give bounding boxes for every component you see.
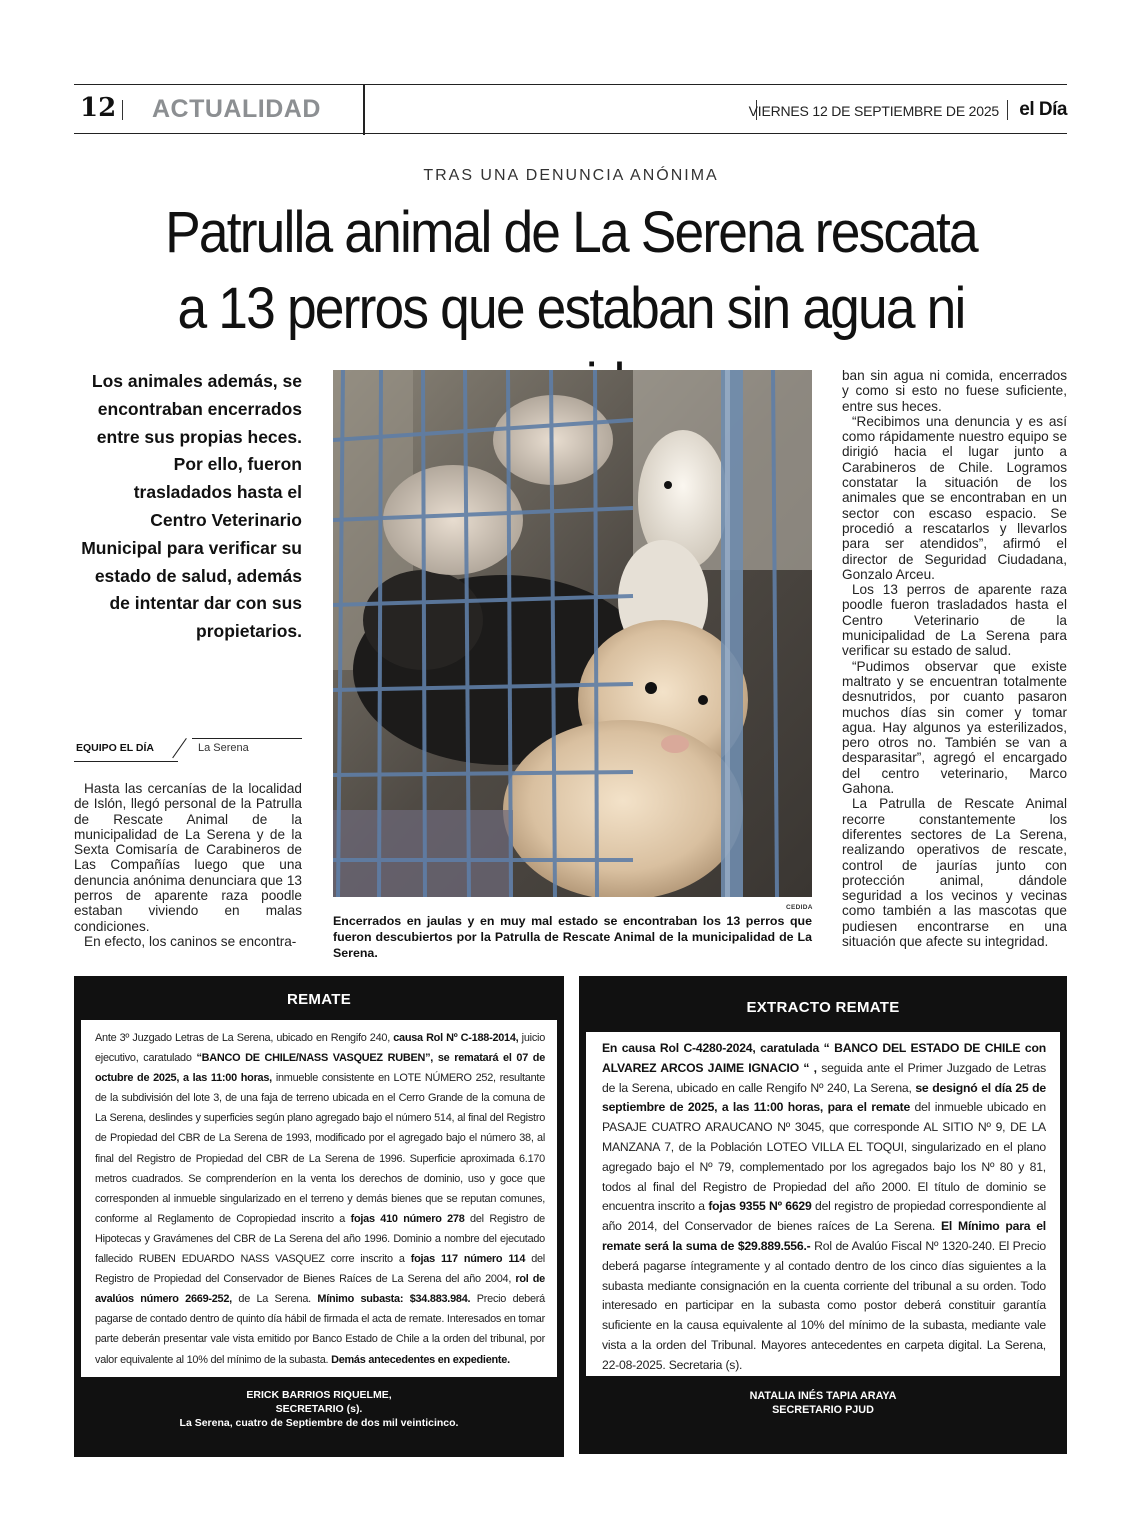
extracto-signature (582, 1377, 1064, 1417)
signature-line: SECRETARIO (s). (275, 1403, 363, 1415)
page-header (74, 84, 1067, 134)
remate-text: de La Serena. (231, 1293, 318, 1306)
extracto-remate-notice (579, 976, 1067, 1454)
article-body-left (74, 781, 302, 949)
remate-text: juicio ejecutivo, caratulado (95, 1032, 545, 1065)
photo-credit: CEDIDA (786, 904, 813, 911)
byline (74, 738, 302, 762)
remate-text-bold: fojas 117 número 114 (410, 1253, 526, 1266)
header-vertical-rule (363, 85, 365, 135)
body-paragraph: Los 13 perros de aparente raza poodle fueron trasladados hasta el Centro Veterinario de la municipalidad de La Serena para verificar su estado de salud. (842, 582, 1067, 659)
byline-rule (172, 738, 187, 758)
extracto-text-bold: El Mínimo para el remate será la suma de $29.889.556.- (602, 1219, 1046, 1253)
remate-text: inmueble consistente en LOTE NÚMERO 252, resultante de la subdivisión del lote 3, de una faja de terreno ubicada en el Cerro Grande de la comuna de La Serena, deslindes y superficies según plano agregado bajo el número 514, al final del Registro de Propiedad del CBR de La Serena de 1993, modificado por el agregado bajo el número 38, al final del Registro de Propiedad del CBR de La Serena de 1996. Superficie aproximada 6.170 metros cuadrados. Se comprenderíon en la venta los derechos de dominio, uso y goce que corresponden al inmueble singularizado en el terreno y demás bienes que se reputan comunes, conforme al Reglamento de Copropiedad inscrito a (95, 1072, 546, 1225)
body-paragraph: ban sin agua ni comida, encerrados y como si esto no fuese suficiente, entre sus heces. (842, 368, 1067, 414)
extracto-text: del inmueble ubicado en PASAJE CUATRO ARAUCANO Nº 3045, que corresponde AL SITIO Nº 9, DE LA MANZANA 7, de la Población LOTEO VILLA EL TOQUI, singularizado en el plano agregado bajo el Nº 79, complementado por los agregados bajo los Nº 80 y 81, todos al final del Registro de Propiedad del año 2000. El título de dominio se encuentra inscrito a (602, 1100, 1047, 1214)
issue-date: VIERNES 12 DE SEPTIEMBRE DE 2025 (748, 103, 999, 119)
headline-line-1: Patrulla animal de La Serena rescata (165, 200, 977, 265)
byline-author: EQUIPO EL DÍA (76, 742, 154, 754)
remate-body (80, 1019, 558, 1378)
remate-text-bold: Mínimo subasta: $34.883.984. (317, 1293, 471, 1306)
remate-signature (77, 1378, 561, 1430)
extracto-text: del registro de propiedad correspondiente al año 2014, del Conservador de bienes raíces de La Serena. (602, 1199, 1046, 1234)
extracto-title: EXTRACTO REMATE (746, 999, 900, 1016)
newspaper-logo: el Día (1019, 99, 1067, 120)
remate-text-bold: causa Rol Nº C-188-2014, (393, 1032, 519, 1044)
body-paragraph: En efecto, los caninos se encontra- (84, 933, 297, 949)
signature-line: La Serena, cuatro de Septiembre de dos mil veinticinco. (179, 1417, 459, 1429)
headline-line-2: a 13 perros que estaban sin agua ni (177, 276, 965, 341)
extracto-text: seguida ante el Primer Juzgado de Letras de la Serena, ubicado en calle Rengifo Nº 240, La Serena, (602, 1060, 1046, 1095)
header-divider (122, 100, 123, 120)
remate-text-bold: Demás antecedentes en expediente. (331, 1353, 510, 1366)
signature-line: ERICK BARRIOS RIQUELME, (246, 1389, 392, 1401)
remate-text-bold: rol de avalúos número 2669-252, (95, 1273, 545, 1306)
caged-dogs-photo (333, 370, 812, 897)
extracto-text-bold: se designó el día 25 de septiembre de 2025, a las 11:00 horas, para el remate (602, 1080, 1046, 1115)
article-lead: Los animales además, se encontraban encerrados entre sus propias heces. Por ello, fueron trasladados hasta el Centro Veterinario Municipal para verificar su estado de salud, además de intentar dar con sus propietarios. (81, 371, 302, 642)
byline-rule (74, 761, 178, 762)
article-photo (333, 370, 812, 897)
remate-text-bold: “BANCO DE CHILE/NASS VASQUEZ RUBEN”, se rematará el 07 de octubre de 2025, a las 11:00 horas, (95, 1052, 545, 1085)
body-paragraph: Hasta las cercanías de la localidad de Islón, llegó personal de la Patrulla de Rescate Animal de la municipalidad de La Serena y de la Sexta Comisaría de Carabineros de Las Compañías luego que una denuncia anónima denunciara que 13 perros de aparente raza poodle estaban viviendo en malas condiciones. (74, 781, 302, 934)
extracto-text: Rol de Avalúo Fiscal Nº 1320-240. El Precio deberá pagarse íntegramente y al contado dentro de los cinco días siguientes a la subasta mediante consignación en la cuenta corriente del tribunal a su orden. Todo interesado en participar en la subasta como postor deberá constituir garantía suficiente en la causa equivalente al 10% del mínimo de la subasta, mediante vale vista a la orden del Tribunal. Mayores antecedentes en carpeta digital. La Serena, 22-08-2025. Secretaria (s). (602, 1238, 1046, 1372)
body-paragraph: “Pudimos observar que existe maltrato y se encuentran totalmente desnutridos, por cuanto pasaron muchos días sin comer y tomar agua. Hay algunos ya esterilizados, pero otros no. También se van a desparasitar”, agregó el encargado del centro veterinario, Marco Gahona. (842, 658, 1067, 797)
signature-line: SECRETARIO PJUD (772, 1404, 874, 1416)
remate-notice (74, 976, 564, 1457)
page-number: 12 (80, 93, 117, 123)
header-divider (1007, 100, 1008, 120)
article-kicker: TRAS UNA DENUNCIA ANÓNIMA (423, 167, 719, 184)
extracto-text-bold: En causa Rol C-4280-2024, caratulada “ BANCO DEL ESTADO DE CHILE con ALVAREZ ARCOS JAIME IGNACIO “ , (602, 1041, 1046, 1075)
remate-title: REMATE (286, 991, 352, 1008)
photo-caption: Encerrados en jaulas y en muy mal estado se encontraban los 13 perros que fueron descubiertos por la Patrulla de Rescate Animal de la municipalidad de La Serena. (333, 914, 812, 960)
byline-rule (192, 738, 302, 739)
signature-line: NATALIA INÉS TAPIA ARAYA (749, 1390, 897, 1402)
remate-text: del Registro de Hipotecas y Gravámenes del CBR de La Serena del año 1996. Dominio a nombre del ejecutado fallecido RUBEN EDUARDO NASS VASQUEZ corre inscrito a (95, 1212, 545, 1266)
body-paragraph: La Patrulla de Rescate Animal recorre constantemente los diferentes sectores de La Serena, realizando operativos de rescate, control de jaurías junto con protección animal, dándole seguridad a los vecinos y vecinas como también a las mascotas que pudiesen encontrarse en una situación que afecte su integridad. (842, 796, 1067, 949)
extracto-text-bold: fojas 9355 Nº 6629 (708, 1199, 812, 1214)
byline-location: La Serena (198, 742, 249, 754)
section-name: ACTUALIDAD (152, 95, 321, 123)
remate-text: del Registro de Propiedad del Conservador de Bienes Raíces de La Serena del año 2004, (95, 1253, 545, 1286)
remate-text-bold: fojas 410 número 278 (350, 1212, 465, 1225)
extracto-body (585, 1031, 1061, 1377)
remate-text: Precio deberá pagarse de contado dentro de quinto día hábil de firmada el acta de remate. Interesados en tomar parte deberán presentar vale vista emitido por Banco Estado de Chile a la orden del tribunal, por valor equivalente al 10% del mínimo de la subasta. (95, 1293, 545, 1366)
body-paragraph: “Recibimos una denuncia y es así como rápidamente nuestro equipo se dirigió hacia el lugar junto a Carabineros de Chile. Logramos constatar la situación de los animales que se encontraban en un sector con escaso espacio. Se procedió a rescatarlos y llevarlos para ser atendidos”, afirmó el director de Seguridad Ciudadana, Gonzalo Arceu. (842, 413, 1067, 582)
article-body-right (842, 368, 1067, 949)
remate-text: Ante 3º Juzgado Letras de La Serena, ubicado en Rengifo 240, (95, 1032, 394, 1044)
